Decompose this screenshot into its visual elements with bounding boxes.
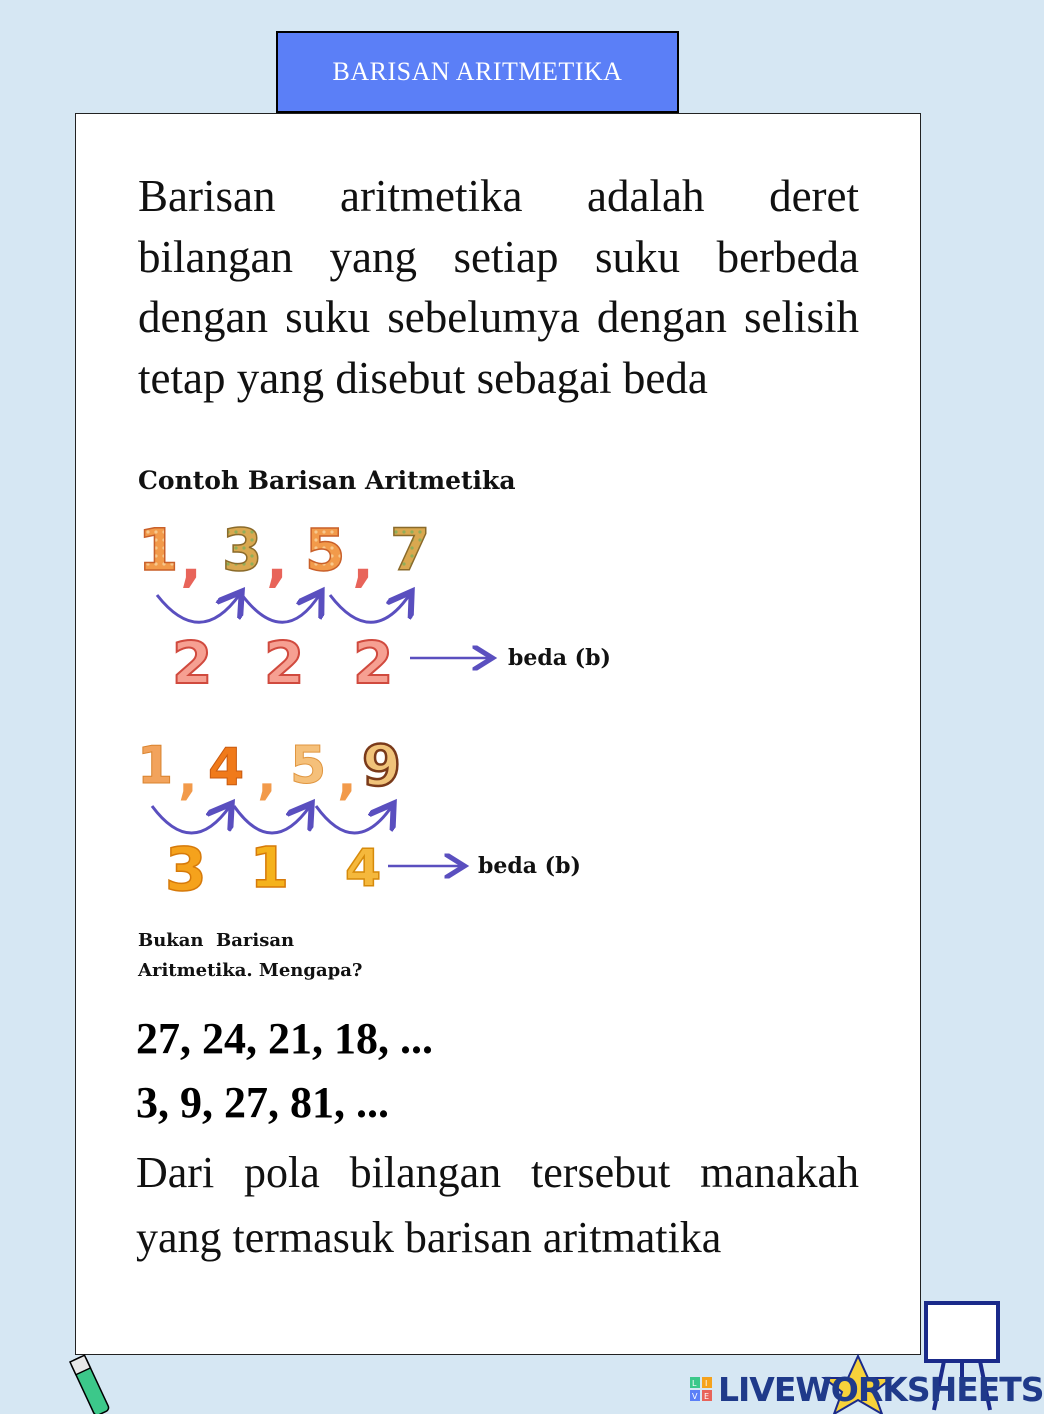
example1-comma: , (266, 526, 289, 594)
example2-comma: , (257, 746, 277, 806)
liveworksheets-logo-icon (690, 1377, 712, 1401)
example2-beda-label: beda (b) (478, 853, 581, 879)
curved-arrow-icon (152, 806, 230, 833)
pen-icon (70, 1355, 110, 1414)
curved-arrow-icon (242, 594, 320, 622)
example-heading: Contoh Barisan Aritmetika (138, 466, 516, 495)
example2-difference: 1 (250, 836, 289, 901)
example1-arrows (157, 594, 410, 622)
example2-term: 4 (208, 738, 245, 798)
example2-difference: 4 (345, 839, 382, 899)
page-title: BARISAN ARITMETIKA (332, 57, 623, 86)
example1-differences (172, 629, 393, 697)
example1-term: 7 (390, 516, 431, 584)
example2-term: 9 (362, 734, 401, 799)
example2-comma: , (178, 746, 198, 806)
example2-term: 5 (290, 736, 327, 796)
curved-arrow-icon (330, 594, 410, 622)
example1-term: 5 (305, 516, 346, 584)
example2-differences (165, 835, 381, 905)
example2-arrows (152, 806, 392, 833)
sequence-1: 27, 24, 21, 18, ... (136, 1014, 433, 1063)
example1-term: 3 (222, 516, 263, 584)
curved-arrow-icon (234, 806, 310, 833)
curved-arrow-icon (316, 806, 392, 833)
not-arithmetic-note (138, 926, 362, 986)
example1-comma: , (352, 526, 375, 594)
example1-beda-label: beda (b) (508, 645, 611, 671)
example2-difference: 3 (165, 835, 207, 905)
example1-terms (138, 516, 430, 594)
example2-comma: , (337, 746, 357, 806)
example1-comma: , (180, 526, 203, 594)
svg-text:E: E (704, 1392, 710, 1401)
sequence-2: 3, 9, 27, 81, ... (136, 1078, 389, 1127)
svg-text:V: V (692, 1392, 698, 1401)
example2-term: 1 (137, 736, 174, 796)
svg-text:I: I (705, 1379, 708, 1388)
example1-difference: 2 (172, 629, 213, 697)
not-arithmetic-line1: Bukan Barisan (138, 930, 295, 951)
svg-text:L: L (692, 1379, 697, 1388)
example1-difference: 2 (264, 629, 305, 697)
example1-difference: 2 (353, 629, 394, 697)
example2-terms (137, 734, 401, 806)
curved-arrow-icon (157, 594, 240, 622)
liveworksheets-brand[interactable]: LIVEWORKSHEETS (718, 1370, 1044, 1409)
not-arithmetic-line2: Aritmetika. Mengapa? (138, 960, 363, 981)
definition-paragraph: Barisan aritmetika adalah deret bilangan yang setiap suku berbeda dengan suku sebelumya dengan selisih tetap yang disebut sebagai beda (138, 171, 859, 403)
example1-term: 1 (138, 516, 179, 584)
question-paragraph: Dari pola bilangan tersebut manakah yang termasuk barisan aritmatika (136, 1148, 859, 1262)
